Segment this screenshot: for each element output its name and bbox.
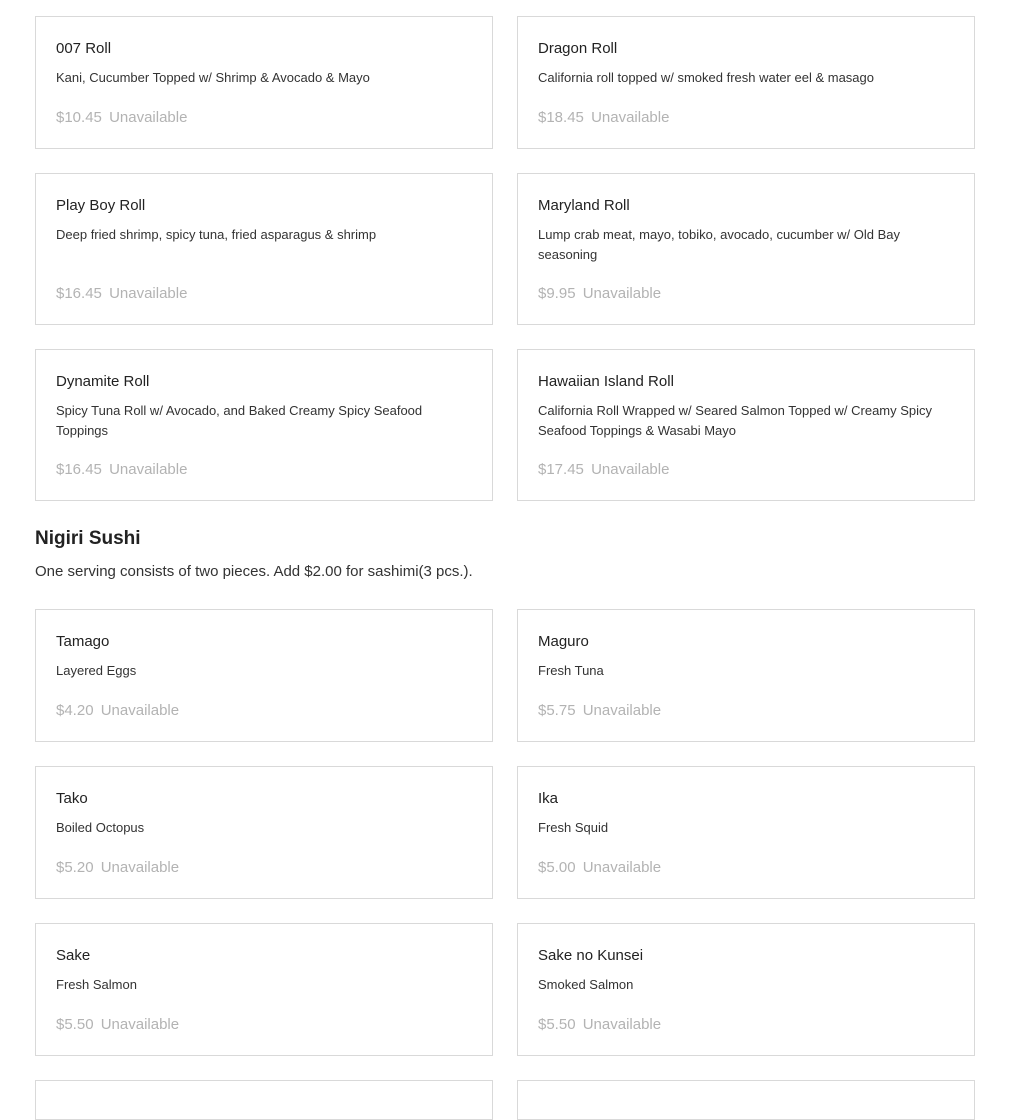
item-price-row (56, 284, 472, 304)
item-name: Sake no Kunsei (538, 947, 644, 964)
availability-status: Unavailable (100, 702, 180, 719)
nigiri-grid (35, 609, 975, 1120)
item-price-row (56, 701, 472, 721)
availability-status: Unavailable (582, 285, 662, 302)
section-title-nigiri: Nigiri Sushi (35, 528, 141, 549)
item-price-row (538, 108, 954, 128)
item-price-row (56, 108, 472, 128)
item-price-row (56, 460, 472, 480)
availability-status: Unavailable (109, 109, 188, 126)
availability-status: Unavailable (591, 109, 670, 126)
menu-item-card[interactable] (517, 1080, 975, 1120)
availability-status: Unavailable (100, 859, 180, 876)
item-price: $5.50 (56, 1016, 94, 1033)
menu-item-card[interactable] (35, 16, 493, 149)
item-price-row (538, 460, 954, 480)
menu-item-card[interactable] (517, 349, 975, 501)
availability-status: Unavailable (109, 285, 188, 302)
menu-item-card[interactable] (517, 609, 975, 742)
item-description: Fresh Squid (538, 820, 609, 835)
item-name: Tako (56, 790, 88, 807)
item-price: $5.20 (56, 859, 94, 876)
menu-item-card[interactable] (35, 349, 493, 501)
item-name: Tamago (56, 633, 110, 650)
menu-item-card[interactable] (35, 1080, 493, 1120)
item-description: Boiled Octopus (56, 820, 145, 835)
item-name: Ika (538, 790, 559, 807)
availability-status: Unavailable (109, 461, 188, 478)
item-description: Fresh Tuna (538, 663, 604, 678)
availability-status: Unavailable (582, 702, 662, 719)
item-price-row (538, 701, 954, 721)
item-name: Hawaiian Island Roll (538, 373, 674, 390)
menu-item-card[interactable] (35, 173, 493, 325)
item-description: Smoked Salmon (538, 977, 634, 992)
availability-status: Unavailable (582, 859, 662, 876)
item-description: California Roll Wrapped w/ Seared Salmon Topped w/ Creamy Spicy Seafood Toppings & Wasabi Mayo (538, 403, 933, 438)
item-price: $18.45 (538, 109, 584, 126)
item-description: Deep fried shrimp, spicy tuna, fried asparagus & shrimp (56, 227, 377, 242)
item-description: Spicy Tuna Roll w/ Avocado, and Baked Creamy Spicy Seafood Toppings (56, 403, 423, 438)
item-price-row (56, 858, 472, 878)
item-price: $16.45 (56, 285, 102, 302)
item-name: 007 Roll (56, 40, 112, 57)
item-price: $5.50 (538, 1016, 576, 1033)
item-price-row (56, 1015, 472, 1035)
item-name: Maryland Roll (538, 197, 630, 214)
item-description: Lump crab meat, mayo, tobiko, avocado, cucumber w/ Old Bay seasoning (538, 227, 901, 262)
rolls-grid (35, 16, 975, 501)
item-name: Dragon Roll (538, 40, 618, 57)
availability-status: Unavailable (582, 1016, 662, 1033)
item-price-row (538, 1015, 954, 1035)
item-description: Layered Eggs (56, 663, 137, 678)
availability-status: Unavailable (591, 461, 670, 478)
section-description: One serving consists of two pieces. Add $2.00 for sashimi(3 pcs.). (35, 563, 473, 580)
availability-status: Unavailable (100, 1016, 180, 1033)
item-price-row (538, 284, 954, 304)
menu-item-card[interactable] (35, 609, 493, 742)
item-description: Kani, Cucumber Topped w/ Shrimp & Avocado & Mayo (56, 70, 370, 85)
item-price: $16.45 (56, 461, 102, 478)
item-price: $5.75 (538, 702, 576, 719)
menu-item-card[interactable] (517, 16, 975, 149)
item-price: $10.45 (56, 109, 102, 126)
item-name: Dynamite Roll (56, 373, 150, 390)
item-description: Fresh Salmon (56, 977, 137, 992)
menu-item-card[interactable] (35, 766, 493, 899)
menu-item-card[interactable] (35, 923, 493, 1056)
item-price: $4.20 (56, 702, 94, 719)
item-price: $17.45 (538, 461, 584, 478)
item-price: $9.95 (538, 285, 576, 302)
item-name: Sake (56, 947, 91, 964)
item-price-row (538, 858, 954, 878)
item-price: $5.00 (538, 859, 576, 876)
menu-item-card[interactable] (517, 766, 975, 899)
item-name: Maguro (538, 633, 589, 650)
menu-page (35, 16, 975, 1120)
menu-item-card[interactable] (517, 923, 975, 1056)
item-description: California roll topped w/ smoked fresh water eel & masago (538, 70, 874, 85)
item-name: Play Boy Roll (56, 197, 146, 214)
menu-item-card[interactable] (517, 173, 975, 325)
